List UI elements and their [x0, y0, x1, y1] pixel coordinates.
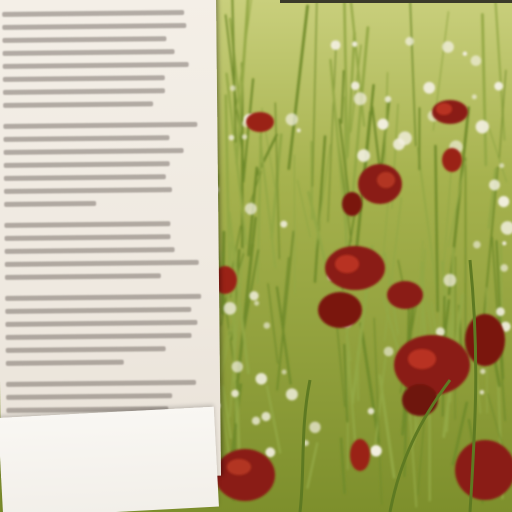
daisy	[471, 55, 482, 66]
daisy	[331, 40, 341, 50]
text-line	[6, 360, 124, 366]
poppy	[318, 292, 362, 328]
daisy	[286, 113, 298, 125]
text-line	[6, 333, 192, 340]
daisy	[463, 52, 467, 56]
text-line	[6, 380, 196, 387]
daisy	[499, 163, 504, 168]
daisy	[261, 412, 270, 421]
poppy	[442, 148, 462, 172]
poppy	[342, 192, 362, 216]
frame-top-edge	[280, 0, 512, 3]
text-line	[5, 273, 161, 280]
text-paragraph	[4, 221, 205, 280]
text-line	[2, 23, 186, 30]
text-line	[4, 161, 170, 168]
daisy	[286, 388, 298, 400]
text-line	[4, 201, 96, 207]
daisy	[398, 131, 412, 145]
text-line	[5, 260, 199, 267]
daisy	[473, 241, 481, 249]
text-line	[5, 307, 191, 314]
text-line	[5, 294, 201, 301]
daisy	[242, 134, 247, 139]
daisy	[489, 180, 500, 191]
daisy	[472, 94, 477, 99]
daisy	[224, 302, 237, 315]
daisy	[480, 369, 485, 374]
daisy	[500, 264, 508, 272]
daisy	[280, 221, 287, 228]
poppy	[394, 335, 470, 395]
text-paragraph	[2, 10, 203, 108]
daisy	[496, 307, 505, 316]
daisy	[444, 274, 457, 287]
daisy	[357, 149, 370, 162]
text-line	[4, 174, 166, 181]
daisy	[264, 322, 271, 329]
daisy	[368, 408, 375, 415]
daisy	[436, 327, 445, 336]
text-line	[2, 10, 184, 17]
daisy	[423, 82, 435, 94]
daisy	[352, 41, 358, 47]
text-line	[6, 346, 166, 353]
poppy	[387, 281, 423, 309]
daisy	[229, 135, 235, 141]
poppy	[350, 439, 370, 471]
daisy	[502, 241, 506, 245]
text-line	[3, 62, 189, 69]
daisy	[370, 445, 381, 456]
printed-notice-paper	[0, 0, 221, 478]
poppy	[246, 112, 274, 132]
poppy	[432, 100, 468, 124]
daisy	[245, 203, 257, 215]
daisy	[351, 82, 360, 91]
text-line	[3, 122, 197, 129]
text-paragraph	[5, 294, 206, 366]
text-line	[3, 101, 153, 108]
text-line	[3, 49, 175, 56]
daisy	[255, 373, 267, 385]
daisy	[231, 390, 239, 398]
text-line	[6, 393, 172, 400]
text-line	[4, 221, 170, 228]
daisy	[309, 422, 320, 433]
daisy	[254, 301, 259, 306]
text-line	[4, 234, 170, 241]
daisy	[297, 128, 301, 132]
daisy	[265, 447, 275, 457]
daisy	[384, 347, 394, 357]
text-line	[2, 36, 166, 43]
daisy	[232, 361, 243, 372]
text-line	[5, 320, 197, 327]
paper-folded-corner	[0, 407, 219, 512]
daisy	[498, 196, 509, 207]
text-line	[4, 148, 184, 155]
text-line	[4, 187, 172, 194]
daisy	[405, 37, 414, 46]
text-line	[3, 88, 165, 95]
daisy	[252, 417, 260, 425]
poppy	[215, 449, 275, 501]
daisy	[480, 390, 485, 395]
text-line	[3, 75, 165, 82]
daisy	[385, 96, 392, 103]
daisy	[230, 85, 236, 91]
text-line	[3, 135, 169, 142]
daisy	[476, 120, 489, 133]
daisy	[442, 41, 454, 53]
poppy	[402, 384, 438, 416]
daisy	[494, 82, 503, 91]
poppy	[325, 246, 385, 290]
daisy	[282, 370, 287, 375]
poppy	[358, 164, 402, 204]
daisy	[249, 291, 258, 300]
daisy	[377, 119, 388, 130]
text-line	[5, 247, 175, 254]
daisy	[354, 92, 367, 105]
poppy	[465, 314, 505, 366]
text-paragraph	[3, 122, 204, 207]
